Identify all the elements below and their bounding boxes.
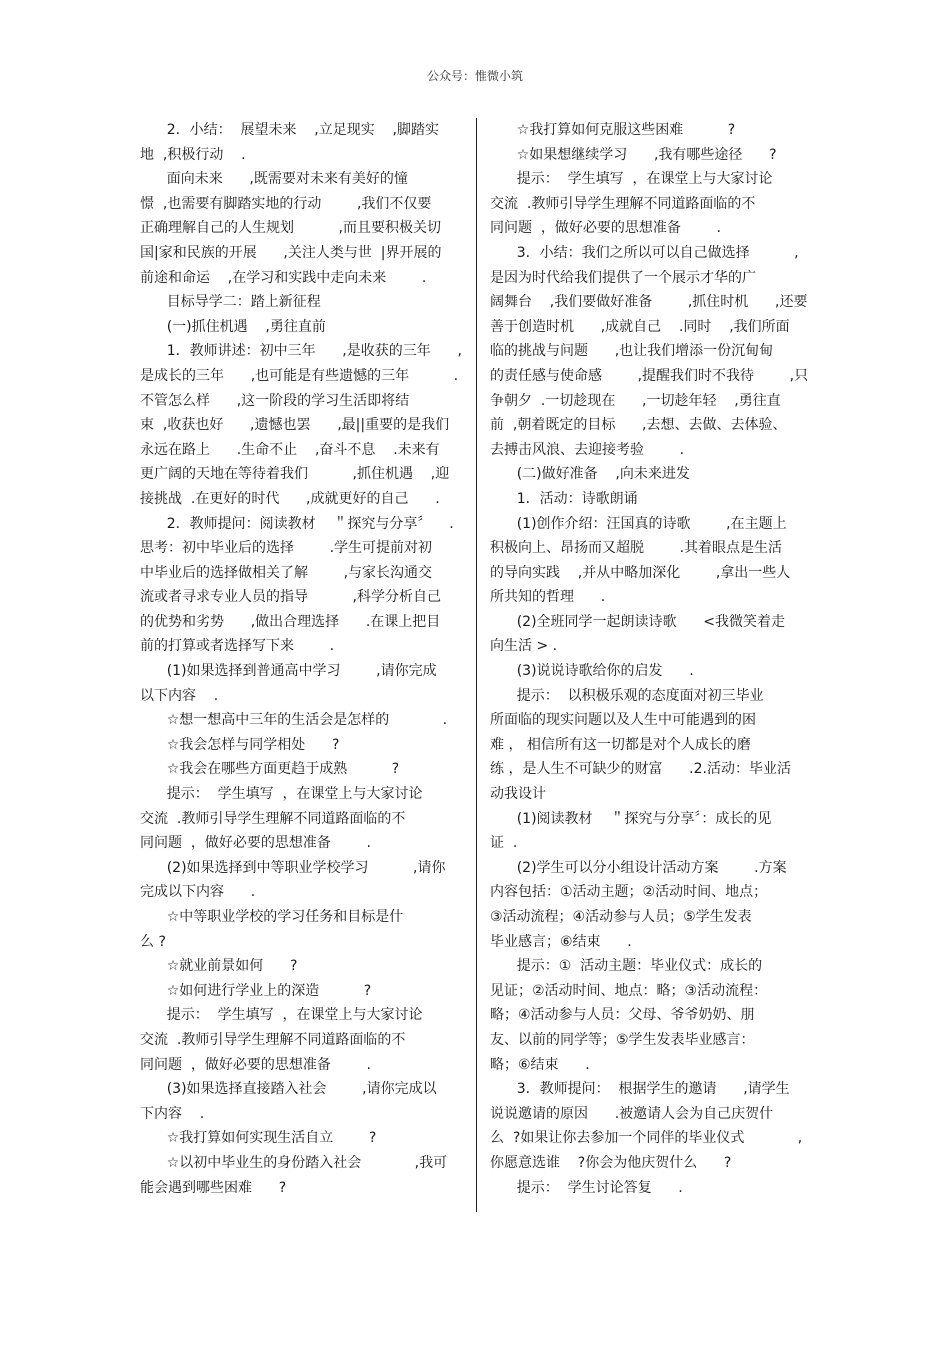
text-line: 善于创造时机 ,成就自己 .同时 ,我们所面	[490, 318, 790, 335]
text-line: 不管怎么样 ,这一阶段的学习生活即将结	[140, 392, 410, 409]
text-line: 中毕业后的选择做相关了解 ,与家长沟通交	[140, 564, 433, 581]
text-line: ☆如何进行学业上的深造 ?	[140, 982, 372, 999]
text-line: 去搏击风浪、去迎接考验 .	[490, 441, 685, 458]
text-line: 憬 ,也需要有脚踏实地的行动 ,我们不仅要	[140, 195, 432, 212]
text-line: ☆以初中毕业生的身份踏入社会 ,我可	[140, 1154, 448, 1171]
text-line: 同问题 ，做好必要的思想准备 .	[140, 835, 371, 852]
text-line: 流或者寻求专业人员的指导 ,科学分析自己	[140, 589, 441, 606]
text-line: 面向未来 ,既需要对未来有美好的憧	[140, 171, 408, 188]
text-line: 接挑战 .在更好的时代 ,成就更好的自己 .	[140, 490, 440, 507]
column-divider	[476, 118, 477, 1212]
text-line: 交流 .教师引导学生理解不同道路面临的不	[140, 810, 406, 827]
text-line: 下内容 .	[140, 1105, 205, 1122]
text-line: 1．活动：诗歌朗诵	[490, 490, 638, 507]
text-line: (3)如果选择直接踏入社会 ,请你完成以	[140, 1081, 437, 1098]
text-line: 国|家和民族的开展 ,关注人类与世 |界开展的	[140, 244, 442, 261]
text-line: 交流 .教师引导学生理解不同道路面临的不	[490, 195, 756, 212]
text-line: 3．教师提问： 根据学生的邀请 ,请学生	[490, 1081, 790, 1098]
text-line: 的优势和劣势 ,做出合理选择 .在课上把目	[140, 613, 441, 630]
right-column	[490, 118, 815, 1200]
text-line: 3．小结：我们之所以可以自己做选择 ,	[490, 244, 799, 261]
text-line: 提示： 学生讨论答复 .	[490, 1179, 683, 1196]
text-line: 略；⑥结束 .	[490, 1056, 590, 1073]
text-line: 争朝夕 .一切趁现在 ,一切趁年轻 ,勇往直	[490, 392, 781, 409]
text-line: 前 ,朝着既定的目标 ,去想、去做、去体验、	[490, 417, 787, 434]
text-line: 前途和命运 ,在学习和实践中走向未来 .	[140, 269, 427, 286]
text-line: 2．小结： 展望未来 ,立足现实 ,脚踏实	[140, 122, 440, 138]
text-line: 提示： 学生填写 ，在课堂上与大家讨论	[490, 171, 773, 188]
text-line: ☆我会怎样与同学相处 ?	[140, 736, 340, 753]
text-line: ③活动流程；④活动参与人员；⑤学生发表	[490, 909, 752, 925]
text-line: 思考：初中毕业后的选择 .学生可提前对初	[140, 540, 433, 557]
text-line: 你愿意选谁 ?你会为他庆贺什么 ?	[490, 1154, 732, 1171]
text-line: (2)全班同学一起朗读诗歌 <我微笑着走	[490, 613, 785, 630]
text-line: (1)阅读教材 ＂探究与分享〞：成长的见	[490, 810, 772, 827]
text-line: 么 ?	[140, 933, 166, 950]
text-line: (二)做好准备 ,向未来进发	[490, 466, 690, 483]
text-line: 临的挑战与问题 ,也让我们增添一份沉甸甸	[490, 343, 774, 360]
text-line: ☆就业前景如何 ?	[140, 958, 298, 975]
text-line: 完成以下内容 .	[140, 884, 256, 901]
text-line: 提示： 学生填写 ，在课堂上与大家讨论	[140, 1007, 423, 1024]
text-line: 目标导学二：踏上新征程	[140, 294, 321, 311]
text-line: 所面临的现实问题以及人生中可能遇到的困	[490, 712, 756, 729]
text-line: 是因为时代给我们提供了一个展示才华的广	[490, 269, 756, 286]
text-line: 永远在路上 .生命不止 ,奋斗不息 .未来有	[140, 441, 440, 458]
text-line: (1)创作介绍：汪国真的诗歌 ,在主题上	[490, 515, 787, 532]
text-line: 略；④活动参与人员：父母、爷爷奶奶、朋	[490, 1007, 755, 1024]
text-line: 证 .	[490, 835, 518, 852]
text-line: 2．教师提问：阅读教材 ＂探究与分享〞 .	[140, 515, 454, 532]
text-line: 毕业感言；⑥结束 .	[490, 933, 632, 950]
text-line: ☆我打算如何克服这些困难 ?	[490, 122, 736, 138]
text-line: 提示： 学生填写 ，在课堂上与大家讨论	[140, 786, 423, 803]
text-line: 提示：① 活动主题：毕业仪式：成长的	[490, 958, 763, 975]
text-line: 能会遇到哪些困难 ?	[140, 1179, 287, 1196]
text-line: (1)如果选择到普通高中学习 ,请你完成	[140, 663, 437, 680]
text-line: 以下内容 .	[140, 687, 219, 704]
text-line: 的责任感与使命感 ,提醒我们时不我待 ,只	[490, 367, 809, 384]
text-line: (3)说说诗歌给你的启发 .	[490, 663, 694, 680]
text-line: 向生活 > .	[490, 638, 558, 655]
text-line: 难 ， 相信所有这一切都是对个人成长的磨	[490, 736, 751, 753]
text-line: 正确理解自己的人生规划 ,而且要积极关切	[140, 220, 441, 237]
text-line: 积极向上、昂扬而又超脱 .其着眼点是生活	[490, 540, 783, 557]
text-line: 动我设计	[490, 786, 546, 803]
text-line: ☆想一想高中三年的生活会是怎样的 .	[140, 712, 448, 729]
left-column	[140, 118, 460, 1200]
text-line: 友、以前的同学等；⑤学生发表毕业感言：	[490, 1031, 755, 1048]
text-line: 练 ，是人生不可缺少的财富 .2.活动：毕业活	[490, 761, 791, 778]
text-line: 说说邀请的原因 .被邀请人会为自己庆贺什	[490, 1105, 774, 1122]
text-line: 地 ,积极行动 .	[140, 146, 246, 163]
text-line: 见证；②活动时间、地点：略；③活动流程：	[490, 982, 768, 999]
text-line: 内容包括：①活动主题；②活动时间、地点；	[490, 884, 768, 901]
text-line: 1．教师讲述：初中三年 ,是收获的三年 ,	[140, 343, 462, 360]
text-line: 么 ?如果让你去参加一个同伴的毕业仪式 ,	[490, 1130, 803, 1147]
text-line: 同问题 ，做好必要的思想准备 .	[140, 1056, 371, 1073]
text-line: 提示： 以积极乐观的态度面对初三毕业	[490, 687, 764, 704]
text-line: 是成长的三年 ,也可能是有些遗憾的三年 .	[140, 367, 459, 384]
text-line: (一)抓住机遇 ,勇往直前	[140, 318, 326, 335]
text-line: 的导向实践 ,并从中略加深化 ,拿出一些人	[490, 564, 791, 581]
text-line: ☆如果想继续学习 ,我有哪些途径 ?	[490, 146, 777, 163]
text-line: 束 ,收获也好 ,遗憾也罢 ,最||重要的是我们	[140, 417, 450, 434]
text-line: (2)学生可以分小组设计活动方案 .方案	[490, 859, 787, 876]
page-header: 公众号：惟微小筑	[426, 69, 523, 83]
text-line: 前的打算或者选择写下来 .	[140, 638, 335, 655]
text-line: ☆我打算如何实现生活自立 ?	[140, 1130, 377, 1147]
text-line: 所共知的哲理 .	[490, 589, 606, 606]
text-line: ☆我会在哪些方面更趋于成熟 ?	[140, 761, 400, 778]
text-line: 交流 .教师引导学生理解不同道路面临的不	[140, 1031, 406, 1048]
text-line: 阔舞台 ,我们要做好准备 ,抓住时机 ,还要	[490, 294, 808, 311]
text-line: 更广阔的天地在等待着我们 ,抓住机遇 ,迎	[140, 466, 450, 483]
text-line: (2)如果选择到中等职业学校学习 ,请你	[140, 859, 446, 876]
text-line: ☆中等职业学校的学习任务和目标是什	[140, 909, 404, 925]
text-line: 同问题 ，做好必要的思想准备 .	[490, 220, 721, 237]
